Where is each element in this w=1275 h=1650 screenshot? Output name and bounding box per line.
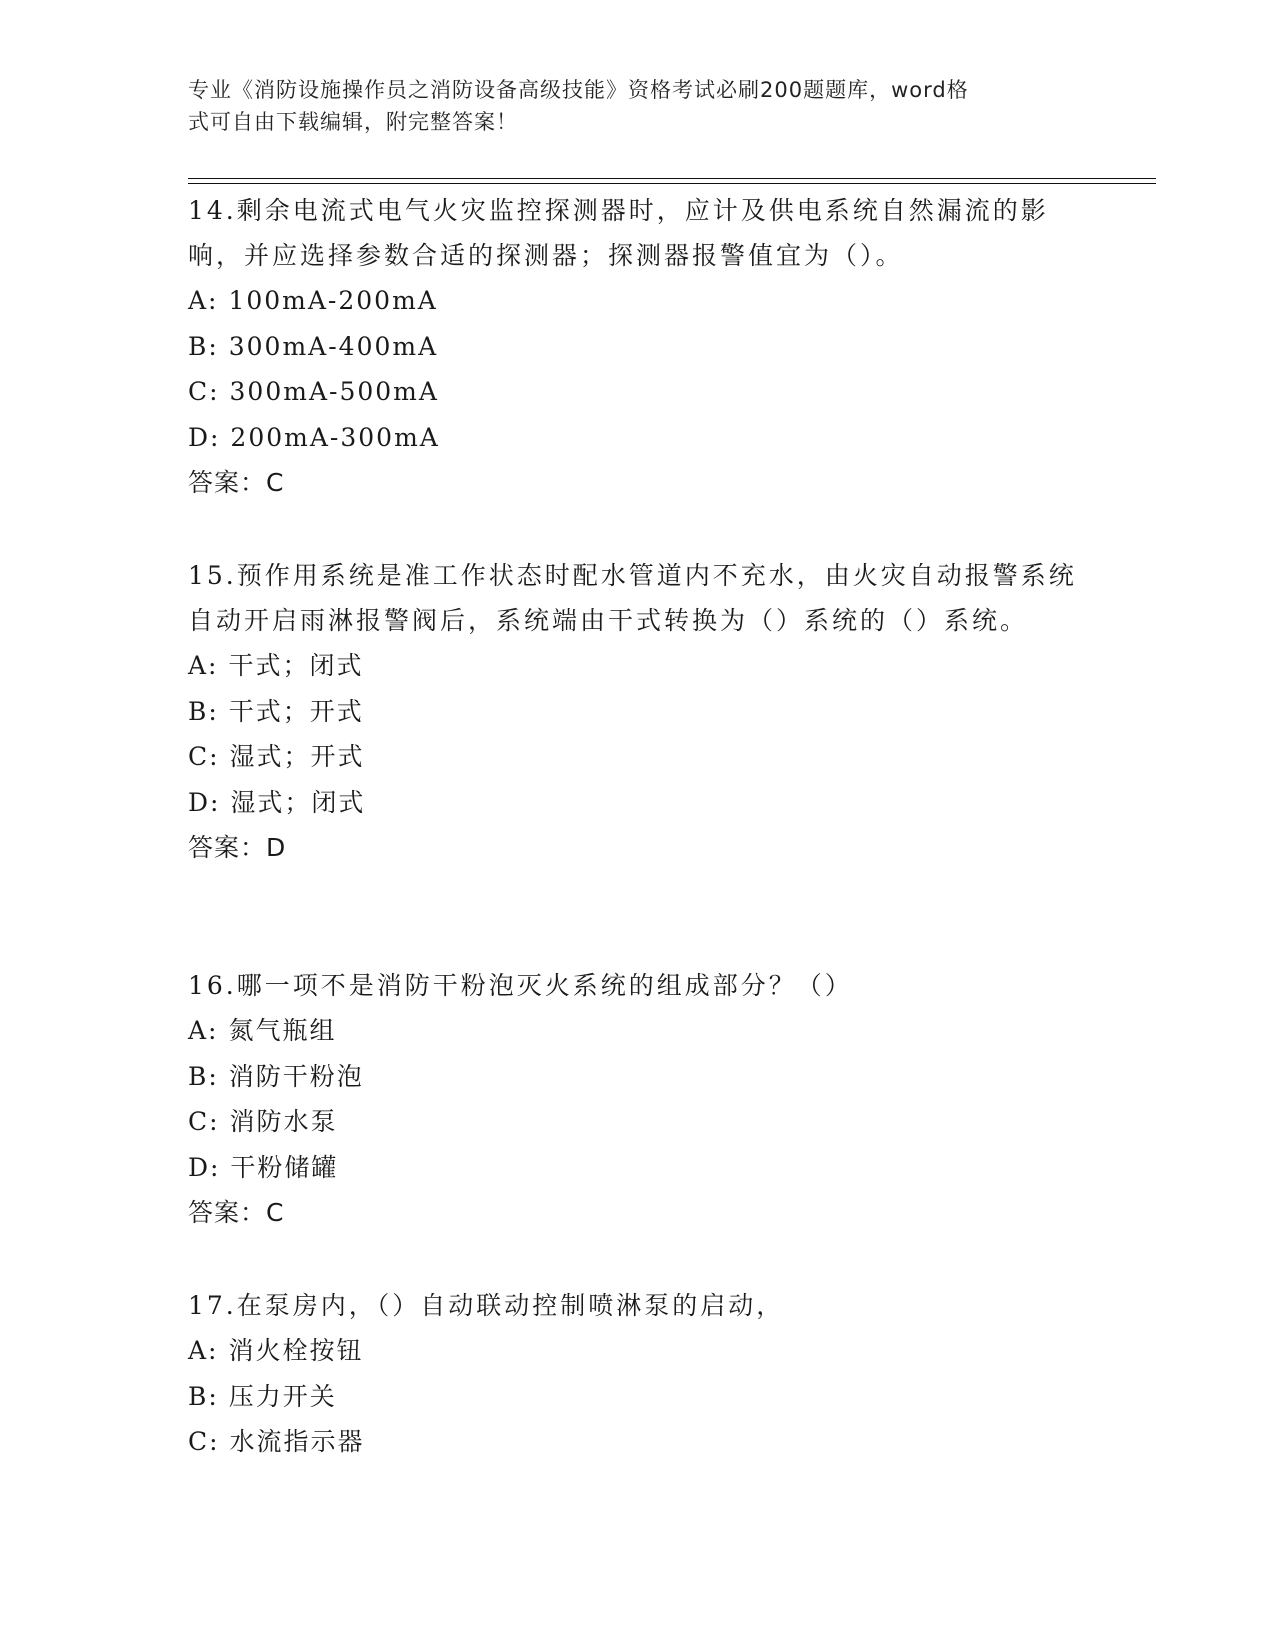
option-letter: D: [188,1152,221,1182]
question-text: 15.预作用系统是准工作状态时配水管道内不充水，由火灾自动报警系统自动开启雨淋报警阀后，系统端由干式转换为（）系统的（）系统。 [188,561,1077,635]
option-letter: B: [188,696,219,726]
answer: 答案：D [188,833,287,862]
option-letter: B: [188,1061,219,1091]
question-text: 16.哪一项不是消防干粉泡灭火系统的组成部分？（） [188,971,853,1000]
option-letter: C: [188,1107,220,1136]
answer: 答案：C [188,468,285,497]
header-divider-top [188,178,1156,179]
question-14 [188,188,1088,505]
option-letter: C: [188,377,220,406]
answer: 答案：C [188,1198,285,1227]
option-text: 干式；开式 [228,696,364,726]
option-text: 湿式；闭式 [230,787,366,817]
option-b [188,1054,1088,1100]
option-letter: A: [188,286,219,315]
option-b [188,689,1088,735]
option-letter: A: [188,1016,219,1045]
option-text: 水流指示器 [229,1427,365,1456]
option-letter: D: [188,787,221,817]
question-text: 17.在泵房内，（）自动联动控制喷淋泵的启动， [188,1291,785,1320]
header-line-1: 专业《消防设施操作员之消防设备高级技能》资格考试必刷200题题库，word格 [188,78,969,102]
option-text: 干粉储罐 [230,1152,339,1182]
question-16 [188,963,1088,1235]
document-header [188,74,1068,138]
question-17 [188,1283,1088,1465]
option-d [188,780,1088,826]
option-c [188,369,1088,415]
option-letter: D: [188,422,221,452]
option-c [188,1099,1088,1145]
option-c [188,1419,1088,1465]
option-letter: C: [188,1427,220,1456]
option-text: 压力开关 [228,1381,337,1411]
option-d [188,415,1088,461]
header-divider-bottom [188,183,1156,184]
option-a [188,278,1088,324]
option-text: 消防干粉泡 [228,1061,364,1091]
option-a [188,1328,1088,1374]
question-15 [188,553,1088,870]
option-text: 干式；闭式 [228,651,364,680]
option-text: 氮气瓶组 [228,1016,337,1045]
option-text: 300mA-500mA [229,377,439,406]
option-b [188,324,1088,370]
option-c [188,734,1088,780]
option-letter: A: [188,651,219,680]
option-text: 消防水泵 [229,1107,338,1136]
option-d [188,1145,1088,1191]
option-letter: B: [188,1381,219,1411]
question-text: 14.剩余电流式电气火灾监控探测器时，应计及供电系统自然漏流的影响，并应选择参数合适的探测器；探测器报警值宜为（）。 [188,196,1049,270]
option-text: 消火栓按钮 [228,1336,364,1365]
option-letter: B: [188,331,219,361]
option-a [188,643,1088,689]
option-text: 200mA-300mA [230,422,440,452]
header-line-2: 式可自由下载编辑，附完整答案！ [188,110,518,134]
option-text: 100mA-200mA [228,286,438,315]
option-letter: A: [188,1336,219,1365]
option-letter: C: [188,742,220,771]
option-b [188,1374,1088,1420]
option-a [188,1008,1088,1054]
option-text: 300mA-400mA [228,331,439,361]
option-text: 湿式；开式 [229,742,365,771]
